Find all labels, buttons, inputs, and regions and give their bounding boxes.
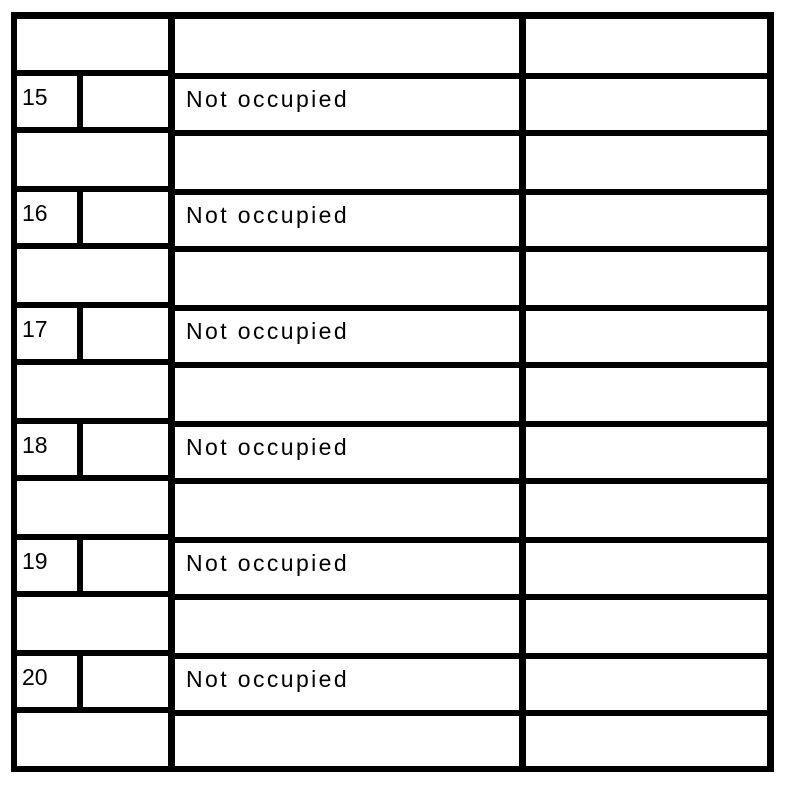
row-number-adjacent-cell <box>83 540 168 591</box>
row-number-adjacent-cell <box>83 424 168 475</box>
row-number-cell <box>17 308 77 359</box>
spacer-cell-left <box>17 249 168 302</box>
status-cell-15 <box>175 79 519 130</box>
index-column <box>17 19 168 766</box>
header-cell-left <box>17 19 168 70</box>
spacer-cell-left <box>17 481 168 534</box>
row-number-label: 20 <box>22 664 48 691</box>
spacer-cell-right <box>526 600 767 653</box>
status-cell-18 <box>175 427 519 478</box>
details-cell-19 <box>526 543 767 594</box>
header-cell-middle <box>175 19 519 73</box>
status-cell-20 <box>175 659 519 710</box>
spacer-cell-middle <box>175 600 519 653</box>
table-row-left-20 <box>17 656 168 707</box>
row-number-adjacent-cell <box>83 308 168 359</box>
spacer-cell-middle <box>175 368 519 421</box>
status-column <box>175 19 519 766</box>
row-number-cell <box>17 540 77 591</box>
status-cell-19 <box>175 543 519 594</box>
occupancy-table <box>11 12 774 772</box>
status-label: Not occupied <box>186 202 350 229</box>
row-number-label: 16 <box>22 200 48 227</box>
row-number-cell <box>17 76 77 127</box>
details-cell-18 <box>526 427 767 478</box>
status-label: Not occupied <box>186 86 350 113</box>
details-cell-20 <box>526 659 767 710</box>
spacer-cell-right <box>526 716 767 766</box>
details-cell-15 <box>526 79 767 130</box>
status-label: Not occupied <box>186 666 350 693</box>
status-cell-17 <box>175 311 519 362</box>
table-row-left-17 <box>17 308 168 359</box>
spacer-cell-right <box>526 368 767 421</box>
row-number-cell <box>17 424 77 475</box>
row-number-label: 19 <box>22 548 48 575</box>
spacer-cell-middle <box>175 252 519 305</box>
spacer-cell-right <box>526 252 767 305</box>
table-row-left-16 <box>17 192 168 243</box>
details-column <box>526 19 767 766</box>
spacer-cell-right <box>526 484 767 537</box>
table-row-left-15 <box>17 76 168 127</box>
spacer-cell-middle <box>175 136 519 189</box>
row-number-adjacent-cell <box>83 192 168 243</box>
spacer-cell-left <box>17 713 168 766</box>
spacer-cell-left <box>17 133 168 186</box>
status-label: Not occupied <box>186 434 350 461</box>
details-cell-16 <box>526 195 767 246</box>
details-cell-17 <box>526 311 767 362</box>
spacer-cell-middle <box>175 716 519 766</box>
table-row-left-19 <box>17 540 168 591</box>
row-number-label: 17 <box>22 316 48 343</box>
row-number-cell <box>17 656 77 707</box>
spacer-cell-left <box>17 597 168 650</box>
row-number-adjacent-cell <box>83 656 168 707</box>
row-number-label: 18 <box>22 432 48 459</box>
header-cell-right <box>526 19 767 73</box>
status-label: Not occupied <box>186 550 350 577</box>
spacer-cell-right <box>526 136 767 189</box>
row-number-cell <box>17 192 77 243</box>
spacer-cell-left <box>17 365 168 418</box>
status-cell-16 <box>175 195 519 246</box>
status-label: Not occupied <box>186 318 350 345</box>
row-number-adjacent-cell <box>83 76 168 127</box>
table-row-left-18 <box>17 424 168 475</box>
spacer-cell-middle <box>175 484 519 537</box>
row-number-label: 15 <box>22 84 48 111</box>
